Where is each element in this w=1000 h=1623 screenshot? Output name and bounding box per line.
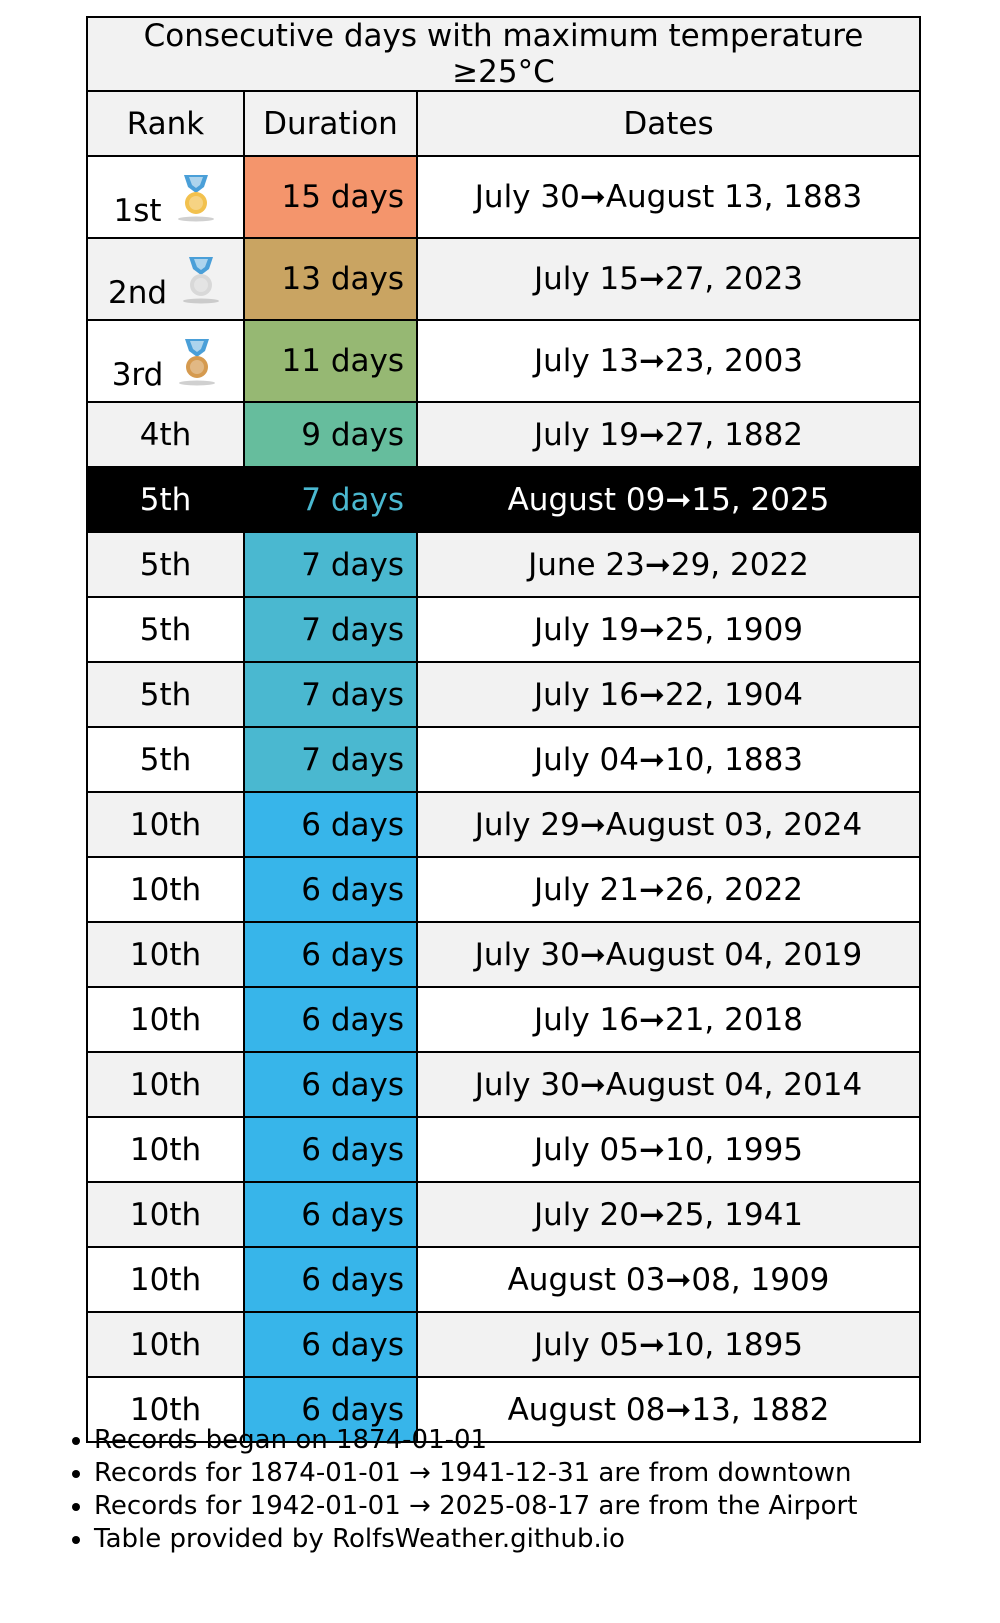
table-body — [87, 156, 920, 1442]
table-row — [87, 1182, 920, 1247]
dates-cell: July 04➞10, 1883 — [417, 727, 920, 792]
dates-cell: July 30➞August 04, 2019 — [417, 922, 920, 987]
table-title: Consecutive days with maximum temperature ≥25°C — [87, 17, 920, 91]
dates-cell: August 09➞15, 2025 — [417, 467, 920, 532]
table-row — [87, 922, 920, 987]
dates-cell: July 19➞25, 1909 — [417, 597, 920, 662]
rank-cell: 10th — [87, 987, 244, 1052]
rank-cell: 10th — [87, 1377, 244, 1442]
rank-cell: 10th — [87, 1117, 244, 1182]
table-row — [87, 238, 920, 320]
duration-cell: 7 days — [244, 532, 417, 597]
duration-cell: 6 days — [244, 1247, 417, 1312]
rank-cell: 5th — [87, 662, 244, 727]
rank-cell: 10th — [87, 1182, 244, 1247]
dates-cell: July 05➞10, 1995 — [417, 1117, 920, 1182]
dates-cell: July 05➞10, 1895 — [417, 1312, 920, 1377]
duration-cell: 9 days — [244, 402, 417, 467]
rank-cell: 5th — [87, 532, 244, 597]
duration-cell: 15 days — [244, 156, 417, 238]
note-item: • Records began on 1874-01-01 — [94, 1424, 857, 1457]
table-row — [87, 1247, 920, 1312]
rank-cell: 5th — [87, 597, 244, 662]
silver-medal-icon — [179, 255, 223, 309]
rank-label: 2nd — [107, 275, 168, 311]
table-row — [87, 1052, 920, 1117]
note-item: • Records for 1874-01-01 → 1941-12-31 are from downtown — [94, 1457, 857, 1490]
dates-cell: July 15➞27, 2023 — [417, 238, 920, 320]
table-row — [87, 597, 920, 662]
table-row — [87, 532, 920, 597]
dates-cell: July 13➞23, 2003 — [417, 320, 920, 402]
duration-cell: 6 days — [244, 857, 417, 922]
dates-cell: August 03➞08, 1909 — [417, 1247, 920, 1312]
table-row — [87, 156, 920, 238]
bronze-medal-icon — [175, 337, 219, 391]
table-row — [87, 792, 920, 857]
dates-cell: July 30➞August 13, 1883 — [417, 156, 920, 238]
rank-cell: 10th — [87, 1052, 244, 1117]
gold-medal-icon — [174, 173, 218, 227]
duration-cell: 11 days — [244, 320, 417, 402]
duration-cell: 7 days — [244, 662, 417, 727]
note-item: • Records for 1942-01-01 → 2025-08-17 are from the Airport — [94, 1490, 857, 1523]
rank-cell: 10th — [87, 792, 244, 857]
table-row — [87, 662, 920, 727]
dates-cell: July 30➞August 04, 2014 — [417, 1052, 920, 1117]
records-table — [86, 16, 921, 1443]
column-header-rank: Rank — [87, 91, 244, 156]
duration-cell: 13 days — [244, 238, 417, 320]
rank-cell: 10th — [87, 922, 244, 987]
duration-cell: 6 days — [244, 1312, 417, 1377]
dates-cell: August 08➞13, 1882 — [417, 1377, 920, 1442]
duration-cell: 6 days — [244, 1377, 417, 1442]
dates-cell: July 21➞26, 2022 — [417, 857, 920, 922]
table-row — [87, 727, 920, 792]
dates-cell: July 19➞27, 1882 — [417, 402, 920, 467]
dates-cell: June 23➞29, 2022 — [417, 532, 920, 597]
duration-cell: 6 days — [244, 1052, 417, 1117]
table-row — [87, 320, 920, 402]
table-row — [87, 402, 920, 467]
table-row — [87, 1312, 920, 1377]
dates-cell: July 29➞August 03, 2024 — [417, 792, 920, 857]
rank-cell — [87, 320, 244, 402]
column-header-dates: Dates — [417, 91, 920, 156]
rank-label: 3rd — [111, 357, 164, 393]
duration-cell: 6 days — [244, 1117, 417, 1182]
table-row — [87, 1117, 920, 1182]
rank-cell: 4th — [87, 402, 244, 467]
rank-cell: 5th — [87, 467, 244, 532]
rank-cell — [87, 238, 244, 320]
duration-cell: 7 days — [244, 467, 417, 532]
table-row — [87, 857, 920, 922]
rank-cell — [87, 156, 244, 238]
rank-label: 1st — [113, 193, 162, 229]
rank-cell: 10th — [87, 857, 244, 922]
table-row — [87, 987, 920, 1052]
duration-cell: 6 days — [244, 1182, 417, 1247]
column-header-duration: Duration — [244, 91, 417, 156]
duration-cell: 6 days — [244, 922, 417, 987]
note-item: • Table provided by RolfsWeather.github.io — [94, 1523, 857, 1556]
table-row — [87, 467, 920, 532]
duration-cell: 7 days — [244, 597, 417, 662]
dates-cell: July 16➞22, 1904 — [417, 662, 920, 727]
duration-cell: 7 days — [244, 727, 417, 792]
rank-cell: 10th — [87, 1247, 244, 1312]
dates-cell: July 16➞21, 2018 — [417, 987, 920, 1052]
duration-cell: 6 days — [244, 792, 417, 857]
notes-list — [70, 1424, 857, 1556]
rank-cell: 5th — [87, 727, 244, 792]
dates-cell: July 20➞25, 1941 — [417, 1182, 920, 1247]
duration-cell: 6 days — [244, 987, 417, 1052]
rank-cell: 10th — [87, 1312, 244, 1377]
